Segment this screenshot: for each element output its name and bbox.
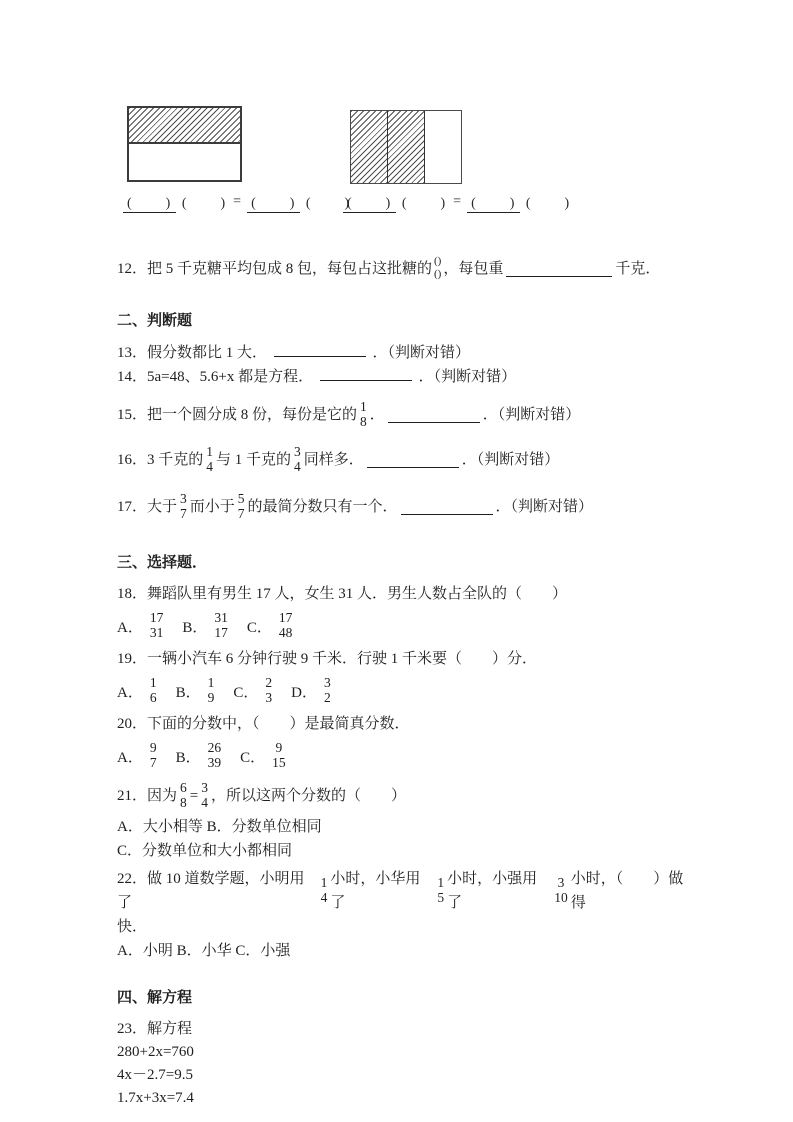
fraction-denominator: 4 bbox=[320, 890, 328, 905]
question-15 bbox=[117, 396, 697, 434]
equals-sign: = bbox=[189, 788, 199, 804]
answer-blank bbox=[274, 341, 366, 357]
blank-fraction bbox=[432, 255, 443, 280]
question-text: 而小于 bbox=[189, 499, 235, 515]
question-18-options bbox=[117, 609, 697, 643]
fraction-numerator: 1 bbox=[360, 398, 367, 414]
fraction-denominator: 8 bbox=[180, 795, 187, 810]
equals-sign: = bbox=[453, 194, 462, 209]
option-c bbox=[240, 741, 289, 771]
fraction bbox=[147, 610, 167, 640]
fraction-denominator: 10 bbox=[554, 890, 568, 905]
question-text: 13．假分数都比 1 大． bbox=[117, 345, 268, 361]
equation-2: 4x－2.7=9.5 bbox=[117, 1067, 193, 1083]
fraction bbox=[434, 875, 447, 905]
fraction-numerator: 17 bbox=[149, 609, 164, 625]
question-23-title: 23．解方程 bbox=[117, 1021, 193, 1037]
fraction-denominator: 6 bbox=[149, 690, 157, 705]
section-2-title: 二、判断题 bbox=[117, 313, 193, 329]
fraction-diagram-area bbox=[117, 0, 697, 248]
option-b bbox=[176, 741, 225, 771]
question-text: 21．因为 bbox=[117, 788, 178, 804]
question-20 bbox=[117, 712, 697, 736]
question-text: ．（判断对错） bbox=[461, 452, 560, 468]
blank-denominator: ( ) bbox=[181, 196, 228, 211]
question-17 bbox=[117, 486, 697, 528]
fraction-numerator: 1 bbox=[207, 674, 215, 690]
question-text: 小时，小强用了 bbox=[447, 871, 538, 911]
fraction-denominator: 4 bbox=[206, 459, 214, 474]
option-a bbox=[117, 676, 160, 706]
blank-fraction-equation-right bbox=[343, 192, 571, 212]
blank-numerator: ( ) bbox=[247, 196, 300, 213]
question-22-continuation: 快． bbox=[117, 919, 148, 935]
option-a bbox=[117, 741, 160, 771]
question-19-options bbox=[117, 674, 697, 708]
option-label: A． bbox=[117, 684, 143, 701]
fraction bbox=[235, 491, 248, 521]
fraction-denominator: 4 bbox=[201, 795, 208, 810]
hatched-region bbox=[129, 108, 240, 144]
equation-1: 280+2x=760 bbox=[117, 1044, 194, 1060]
answer-blank bbox=[367, 452, 459, 468]
question-text: 20．下面的分数中，（ ）是最简真分数． bbox=[117, 716, 410, 732]
blank-numerator: ( ) bbox=[123, 196, 176, 213]
fraction-denominator: 7 bbox=[180, 506, 187, 521]
fraction-numerator: 5 bbox=[237, 490, 245, 506]
question-16 bbox=[117, 439, 697, 481]
fraction-numerator: 31 bbox=[214, 609, 228, 625]
fraction-denominator: 31 bbox=[149, 625, 164, 640]
option-b bbox=[176, 676, 218, 706]
fraction bbox=[318, 875, 331, 905]
equation-3: 1.7x+3x=7.4 bbox=[117, 1090, 194, 1106]
fraction-denominator: 48 bbox=[278, 625, 293, 640]
worksheet-content bbox=[117, 0, 697, 1110]
fraction bbox=[177, 491, 190, 521]
blank-fraction-template bbox=[343, 192, 447, 212]
question-text: ．（判断对错） bbox=[372, 345, 471, 361]
fraction-denominator: 3 bbox=[265, 690, 273, 705]
fraction bbox=[198, 780, 211, 810]
fraction bbox=[276, 610, 296, 640]
fraction-denominator: 9 bbox=[207, 690, 215, 705]
question-text: 22．做 10 道数学题，小明用了 bbox=[117, 871, 305, 911]
fraction-denominator: 7 bbox=[237, 506, 245, 521]
question-text: 12．把 5 千克糖平均包成 8 包，每包占这批糖的 bbox=[117, 261, 433, 277]
fraction bbox=[262, 675, 275, 705]
question-21 bbox=[117, 777, 697, 815]
hatched-region bbox=[351, 111, 388, 183]
fraction-diagram-left bbox=[127, 106, 242, 182]
question-text: 的最简分数只有一个． bbox=[247, 499, 398, 515]
question-text: 14．5a=48、5.6+x 都是方程． bbox=[117, 369, 314, 385]
option-c bbox=[233, 676, 275, 706]
fraction bbox=[147, 740, 160, 770]
blank-denominator: ( ) bbox=[305, 196, 352, 211]
fraction-denominator: 17 bbox=[214, 625, 228, 640]
fraction-numerator: 1 bbox=[206, 443, 214, 459]
fraction bbox=[269, 740, 289, 770]
question-19 bbox=[117, 647, 697, 671]
fraction-denominator: 8 bbox=[360, 414, 367, 429]
question-text: 18．舞蹈队里有男生 17 人，女生 31 人．男生人数占全队的（ ） bbox=[117, 586, 568, 602]
option-label: B． bbox=[175, 749, 201, 766]
fraction bbox=[357, 399, 370, 429]
section-3-title: 三、选择题． bbox=[117, 555, 208, 571]
question-text: 同样多． bbox=[303, 452, 364, 468]
section-4-title: 四、解方程 bbox=[117, 990, 193, 1006]
fraction-numerator: 1 bbox=[320, 874, 328, 890]
blank-fraction-template bbox=[247, 192, 351, 212]
question-text: 小时，（ ）做得 bbox=[570, 871, 684, 911]
question-text: 15．把一个圆分成 8 份，每份是它的 bbox=[117, 407, 358, 423]
answer-blank bbox=[506, 261, 612, 277]
question-22 bbox=[117, 867, 697, 915]
fraction-numerator: 2 bbox=[265, 674, 273, 690]
option-b bbox=[182, 611, 231, 641]
question-18 bbox=[117, 582, 697, 606]
option-label: C． bbox=[246, 619, 272, 636]
blank-fraction-template bbox=[467, 192, 571, 212]
blank-denominator: ( ) bbox=[525, 196, 572, 211]
question-20-options bbox=[117, 739, 697, 773]
fraction-numerator: 6 bbox=[180, 779, 187, 795]
question-text: ，所以这两个分数的（ ） bbox=[210, 788, 406, 804]
fraction bbox=[321, 675, 334, 705]
blank-fraction-template bbox=[123, 192, 227, 212]
question-text: 16．3 千克的 bbox=[117, 452, 204, 468]
hatched-region bbox=[388, 111, 425, 183]
option-c bbox=[247, 611, 296, 641]
fraction bbox=[205, 675, 218, 705]
fraction-numerator: 9 bbox=[149, 739, 157, 755]
question-12 bbox=[117, 254, 697, 284]
option-label: A． bbox=[117, 619, 143, 636]
question-text: 与 1 千克的 bbox=[216, 452, 292, 468]
fraction-numerator: 3 bbox=[294, 443, 301, 459]
option-label: C． bbox=[233, 684, 259, 701]
fraction bbox=[291, 444, 304, 474]
fraction bbox=[205, 740, 225, 770]
blank-denominator: () bbox=[434, 268, 442, 280]
fraction-numerator: 26 bbox=[207, 739, 222, 755]
option-d bbox=[291, 676, 334, 706]
blank-numerator: ( ) bbox=[467, 196, 520, 213]
fraction-numerator: 3 bbox=[557, 874, 565, 890]
question-text: 小时，小华用了 bbox=[330, 871, 421, 911]
fraction-denominator: 2 bbox=[323, 690, 331, 705]
fraction-numerator: 1 bbox=[437, 874, 445, 890]
answer-blank bbox=[388, 407, 480, 423]
option-label: D． bbox=[291, 684, 317, 701]
equals-sign: = bbox=[233, 194, 242, 209]
question-text: ，每包重 bbox=[443, 261, 504, 277]
question-text: 千克． bbox=[615, 261, 661, 277]
blank-numerator: () bbox=[434, 255, 442, 268]
blank-region bbox=[425, 111, 461, 183]
fraction-denominator: 7 bbox=[149, 755, 157, 770]
option-label: B． bbox=[182, 619, 208, 636]
question-text: 19．一辆小汽车 6 分钟行驶 9 千米．行驶 1 千米要（ ）分． bbox=[117, 651, 538, 667]
blank-fraction-equation-left bbox=[123, 192, 351, 212]
question-21-options-line2: C．分数单位和大小都相同 bbox=[117, 843, 293, 859]
question-text: ．（判断对错） bbox=[418, 369, 517, 385]
question-text: ． bbox=[369, 407, 385, 423]
answer-blank bbox=[320, 365, 412, 381]
question-14 bbox=[117, 365, 697, 389]
answer-blank bbox=[401, 499, 493, 515]
blank-numerator: ( ) bbox=[343, 196, 396, 213]
fraction bbox=[551, 875, 571, 905]
fraction bbox=[211, 610, 231, 640]
question-text: ．（判断对错） bbox=[482, 407, 581, 423]
question-text: 17．大于 bbox=[117, 499, 178, 515]
fraction bbox=[147, 675, 160, 705]
fraction-numerator: 3 bbox=[323, 674, 331, 690]
fraction-numerator: 3 bbox=[201, 779, 208, 795]
fraction-numerator: 3 bbox=[180, 490, 187, 506]
fraction bbox=[177, 780, 190, 810]
option-label: B． bbox=[175, 684, 201, 701]
fraction-denominator: 5 bbox=[437, 890, 445, 905]
blank-denominator: ( ) bbox=[401, 196, 448, 211]
fraction-diagram-right bbox=[350, 110, 462, 184]
fraction-denominator: 15 bbox=[272, 755, 286, 770]
fraction-numerator: 17 bbox=[278, 609, 293, 625]
question-22-options: A．小明 B．小华 C．小强 bbox=[117, 943, 291, 959]
question-text: ．（判断对错） bbox=[495, 499, 594, 515]
fraction-denominator: 39 bbox=[207, 755, 222, 770]
question-21-options-line1: A．大小相等 B．分数单位相同 bbox=[117, 819, 322, 835]
fraction bbox=[203, 444, 216, 474]
option-a bbox=[117, 611, 166, 641]
fraction-numerator: 1 bbox=[149, 674, 157, 690]
option-label: A． bbox=[117, 749, 143, 766]
fraction-numerator: 9 bbox=[275, 739, 283, 755]
fraction-denominator: 4 bbox=[294, 459, 301, 474]
option-label: C． bbox=[240, 749, 266, 766]
question-13 bbox=[117, 341, 697, 365]
